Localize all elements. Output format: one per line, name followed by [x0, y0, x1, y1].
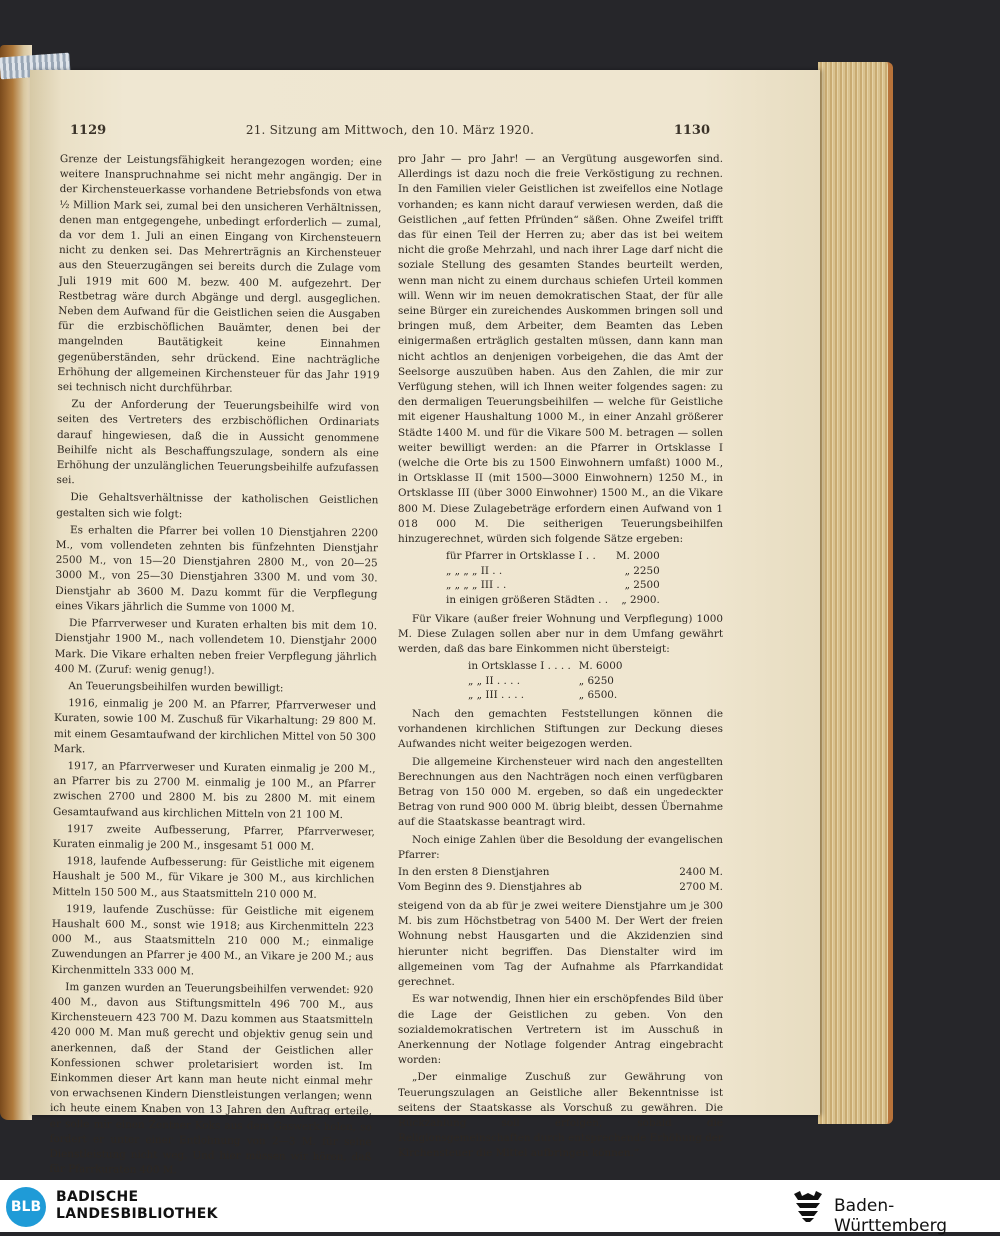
table-cell-label: in einigen größeren Städten . . — [446, 594, 609, 607]
paragraph: 1919, laufende Zuschüsse: für Geistliche mit eigenem Haushalt 600 M., sonst wie 1918; aus Kirchenmitteln 223 000 M., aus Staatsmitteln 210 000 M.; einmalige Zuwendungen an Pfarrer je 400 M., an Vikare je 200 M.; aus Kirchenmitteln 333 000 M. — [51, 902, 375, 978]
paragraph: Es erhalten die Pfarrer bei vollen 10 Dienstjahren 2200 M., vom vollendeten zehnten bis fünfzehnten Dienstjahr 2500 M., von 15—20 Dienstjahren 2800 M., von 20—25 3000 M., von 25—30 Dienstjahren 3300 M. und vom 30. Dienstjahr ab 3600 M. Dazu kommt für die Verpflegung eines Vikars jährlich die Summe von 1000 M. — [55, 524, 379, 615]
table-cell-label: In den ersten 8 Dienstjahren — [398, 866, 550, 879]
table-cell-value: 2700 M. — [679, 881, 723, 894]
table-row — [398, 865, 723, 880]
left-column — [49, 152, 382, 1183]
table-cell-label: „ „ II . . . . — [468, 674, 521, 687]
blb-logo[interactable]: BLB — [6, 1187, 46, 1227]
paragraph: 1918, laufende Aufbesserung: für Geistliche mit eigenem Haushalt je 500 M., für Vikare je 300 M., aus kirchlichen Mitteln 150 500 M., aus Staatsmitteln 210 000 M. — [52, 855, 375, 901]
table-row — [398, 880, 723, 895]
institution-line-1: BADISCHE — [56, 1189, 139, 1205]
salary-table — [442, 549, 664, 607]
table-row — [442, 549, 664, 564]
paragraph: Die Pfarrverweser und Kuraten erhalten bis mit dem 10. Dienstjahr 1900 M., nach vollendetem 10. Dienstjahr 2000 Mark. Die Vikare erhalten neben freier Verpflegung jährlich 400 M. (Zuruf: wenig genug!). — [54, 617, 378, 677]
table-cell-label: für Pfarrer in Ortsklasse I . . — [446, 550, 596, 563]
institution-line-2: LANDESBIBLIOTHEK — [56, 1206, 218, 1222]
page-number-left: 1129 — [70, 123, 107, 138]
table-cell-value: M. 6000 — [578, 660, 623, 673]
table-row — [464, 674, 626, 689]
table-cell-label: in Ortsklasse I . . . . — [468, 660, 571, 673]
right-column — [398, 152, 723, 1164]
paragraph: Für Vikare (außer freier Wohnung und Verpflegung) 1000 M. Diese Zulagen sollen aber nur in dem Umfang gewährt werden, daß das bare Einkommen nicht übersteigt: — [398, 612, 723, 656]
paragraph: 1917 zweite Aufbesserung, Pfarrer, Pfarrverweser, Kuraten einmalig je 200 M., insgesamt 51 000 M. — [52, 822, 375, 853]
evangelical-salary-table — [398, 865, 723, 895]
income-table — [464, 659, 626, 703]
table-row — [442, 593, 664, 608]
table-cell-label: „ „ III . . . . — [468, 689, 525, 702]
page-edges — [818, 62, 893, 1124]
paragraph: An Teuerungsbeihilfen wurden bewilligt: — [68, 680, 284, 695]
table-cell-value: „ 2900. — [621, 594, 660, 607]
paragraph: Noch einige Zahlen über die Besoldung der evangelischen Pfarrer: — [398, 833, 723, 861]
paragraph: Zu der Anforderung der Teuerungsbeihilfe wird von seiten des Vertreters des erzbischöflichen Ordinariats darauf hingewiesen, daß die in Aussicht genommene Beihilfe nicht als Beschaffungszulage, sondern als eine Erhöhung der unzulänglichen Teuerungsbeihilfe aufzufassen sei. — [56, 398, 380, 487]
table-cell-label: „ „ „ „ II . . — [446, 564, 503, 577]
paragraph: Es war notwendig, Ihnen hier ein erschöpfendes Bild über die Lage der Geistlichen zu geben. Von den sozialdemokratischen Vertretern ist im Ausschuß in Anerkennung der Notlage folgender Antrag eingebracht worden: — [398, 993, 723, 1067]
table-row — [442, 578, 664, 593]
table-cell-value: 2400 M. — [679, 866, 723, 879]
table-cell-value: „ 6500. — [578, 689, 618, 702]
stag-lion-coat-of-arms-icon — [790, 1188, 826, 1224]
paragraph: steigend von da ab für je zwei weitere Dienstjahre um je 300 M. bis zum Höchstbetrag von 5400 M. Der Wert der freien Wohnung nebst Hausgarten und die Akzidenzien sind hierunter nicht begriffen. Das Dienstalter wird im allgemeinen vom Tag der Aufnahme als Pfarrkandidat gerechnet. — [398, 900, 723, 989]
page-number-right: 1130 — [673, 123, 710, 138]
table-cell-value: „ 2500 — [624, 579, 660, 592]
paragraph: Die allgemeine Kirchensteuer wird nach den angestellten Berechnungen aus den Nachträgen noch einen verfügbaren Betrag von 150 000 M. ergeben, so daß ein ungedeckter Betrag von rund 900 000 M. übrig bleibt, dessen Übernahme auf die Staatskasse beantragt wird. — [398, 755, 723, 829]
paragraph: 1916, einmalig je 200 M. an Pfarrer, Pfarrverweser und Kuraten, sowie 100 M. Zuschuß für Vikarhaltung: 29 800 M. mit einem Gesamtaufwand der kirchlichen Mittel von 50 300 Mark. — [53, 697, 377, 756]
paragraph: Grenze der Leistungsfähigkeit herangezogen worden; eine weitere Inanspruchnahme sei nicht mehr angängig. Der in der Kirchensteuerkasse vorhandene Betriebsfonds von etwa ½ Million Mark sei, zumal bei den unsicheren Verhältnissen, denen man entgegengehe, unbedingt erforderlich — zumal, da vor dem 1. Juli an einen Eingang von Kirchensteuern nicht zu denken sei. Das Mehrerträgnis an Kirchensteuer aus den Steuerzugängen sei bereits durch die Zulage vom Juli 1919 mit 600 M. bezw. 400 M. aufgezehrt. Der Restbetrag wäre durch Abgänge und dergl. ausgeglichen. Neben dem Aufwand für die Geistlichen seien die Ausgaben für die erzbischöflichen Bauämter, denen bei der mangelnden Bautätigkeit keine Einnahmen gegenüberständen, sehr drückend. Eine nachträgliche Erhöhung der allgemeinen Kirchensteuer für das Jahr 1919 sei technisch nicht durchführbar. — [57, 152, 382, 395]
table-row — [442, 564, 664, 579]
table-cell-value: „ 6250 — [578, 674, 614, 687]
institution-name — [56, 1189, 218, 1223]
quoted-motion: „Der einmalige Zuschuß zur Gewährung von Teuerungszulagen an Geistliche aller Bekenntnisse ist seitens der Staatskasse als Vorschuß zu gewähren. Die Rückzahlung soll erfolgen, sobald die Religionsgemeinschaften durch entsprechende Erhöhung der Kirchensteuer die Mittel aufbringen können.“ — [398, 1071, 723, 1160]
table-cell-value: „ 2250 — [624, 564, 660, 577]
brand-text[interactable]: Baden-Württemberg — [834, 1196, 948, 1236]
paragraph: Nach den gemachten Feststellungen können die vorhandenen kirchlichen Stiftungen zur Deckung dieses Aufwandes nicht weiter beigezogen werden. — [398, 708, 723, 751]
paragraph: Im ganzen wurden an Teuerungsbeihilfen verwendet: 920 400 M., davon aus Stiftungsmitteln 496 700 M., aus Kirchensteuern 423 700 M. Dazu kommen aus Staatsmitteln 420 000 M. Man muß gerecht und objektiv genug sein und anerkennen, daß der Stand der Geistlichen aller Konfessionen schwer proletarisiert worden ist. Im Einkommen dieser Art kann man heute nicht einmal mehr von erwachsenen Kindern Dienstleistungen verlangen; wenn ich heute einem Knaben von 13 Jahren den Auftrag erteile, er solle mir einen Zentner Koks aus dem Gaswerk holen, so fordert er unter einer Entlohnung von 2—3 M. für seine Dienstleistung nicht weg. Und hier müssen wir hören, daß für Pfarrkuraten 400 M. — [49, 980, 374, 1177]
running-title: 21. Sitzung am Mittwoch, den 10. März 1920. — [245, 123, 535, 137]
paragraph: 1917, an Pfarrverweser und Kuraten einmalig je 200 M., an Pfarrer bis zu 2700 M. einmalig je 100 M., an Pfarrer zwischen 2700 und 2800 M. bis zu 2800 M. mit einem Gesamtaufwand aus kirchlichen Mitteln von 21 100 M. — [53, 760, 376, 821]
table-cell-value: M. 2000 — [616, 550, 660, 563]
table-row — [464, 688, 626, 703]
footer-bar — [0, 1180, 1000, 1236]
paragraph: pro Jahr — pro Jahr! — an Vergütung ausgeworfen sind. Allerdings ist dazu noch die freie Verköstigung zu rechnen. In den Familien vieler Geistlichen ist zweifellos eine Notlage vorhanden; es kann nicht darauf verwiesen werden, daß die Geistlichen „auf fetten Pfründen“ säßen. Ohne Zweifel trifft das für einen Teil der Herren zu; aber das ist bei weitem nicht die große Mehrzahl, und nach ihrer Lage darf nicht die soziale Stellung des gesamten Standes beurteilt werden, wenn man nicht zu einem durchaus schiefen Urteil kommen will. Wenn wir im neuen demokratischen Staat, der für alle seine Bürger ein zureichendes Auskommen bringen soll und bringen muß, dem Arbeiter, dem Beamten das Leben einigermaßen erträglich gestalten müssen, dann kann man nicht achtlos an denjenigen vorbeigehen, die das Amt der Seelsorge auszuüben haben. Aus den Zahlen, die mir zur Verfügung stehen, will ich Ihnen weiter folgendes sagen: zu den dermaligen Teuerungsbeihilfen — welche für Geistliche mit eigener Haushaltung 1000 M., in einer Anzahl größerer Städte 1400 M. und für die Vikare 500 M. betragen — sollen weiter bewilligt werden: an die Pfarrer in Ortsklasse I (welche die Orte bis zu 1500 Einwohnern umfaßt) 1000 M., in Ortsklasse II (mit 1500—3000 Einwohnern) 1250 M., in Ortsklasse III (über 3000 Einwohner) 1500 M., an die Vikare 800 M. Diese Zulagebeträge erfordern einen Aufwand von 1 018 000 M. Die seitherigen Teuerungsbeihilfen hinzugerechnet, würden sich folgende Sätze ergeben: — [398, 153, 723, 546]
table-cell-label: Vom Beginn des 9. Dienstjahres ab — [398, 881, 582, 894]
table-row — [464, 659, 626, 674]
paragraph: Die Gehaltsverhältnisse der katholischen Geistlichen gestalten sich wie folgt: — [56, 491, 379, 520]
page-header — [70, 123, 710, 141]
book-spine-left — [0, 45, 32, 1120]
table-cell-label: „ „ „ „ III . . — [446, 579, 507, 592]
